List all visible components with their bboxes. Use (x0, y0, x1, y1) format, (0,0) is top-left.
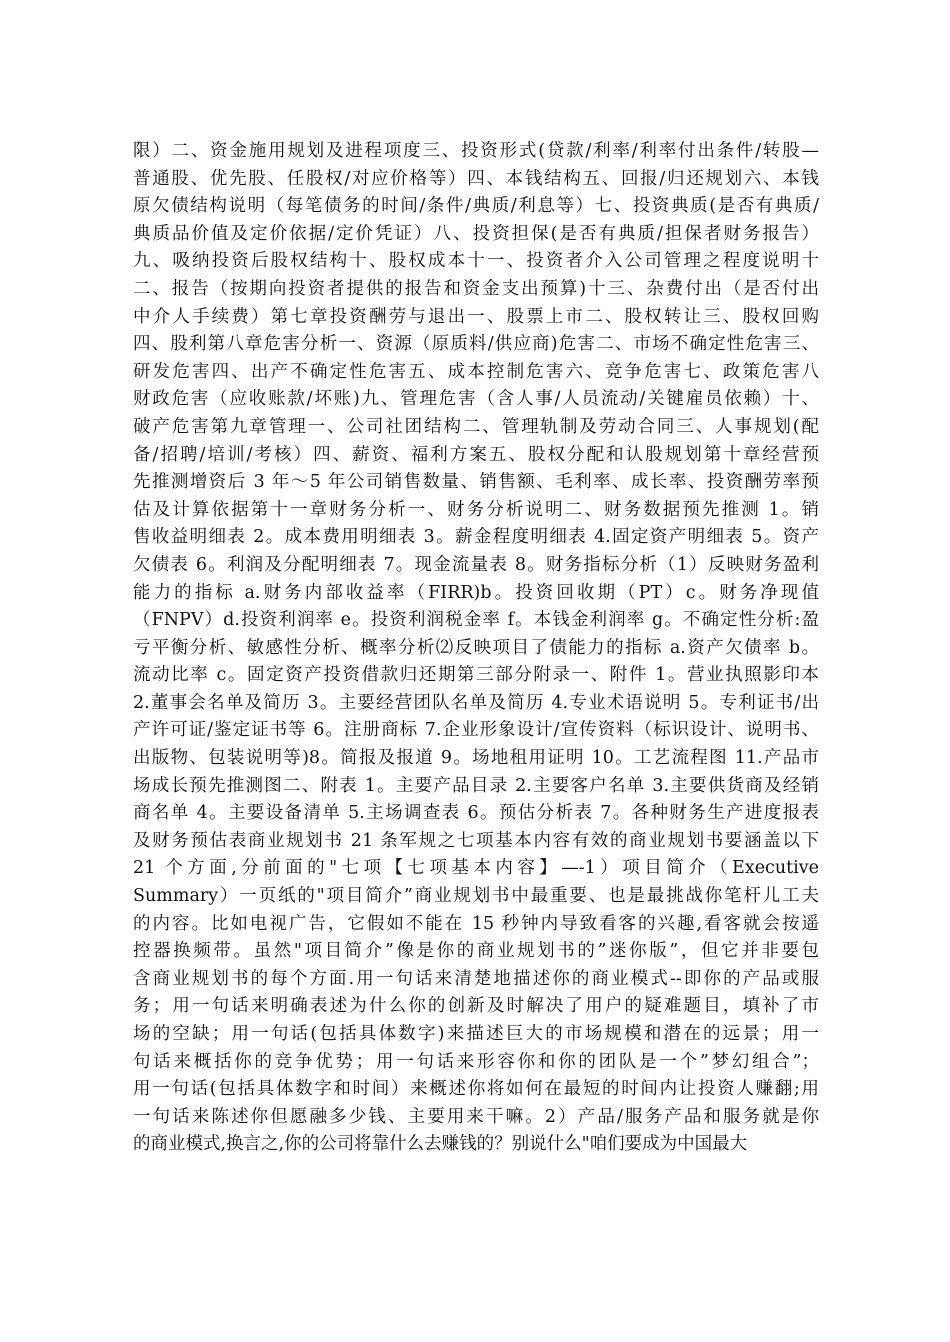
text-line: 的内容。比如电视广告，它假如不能在 15 秒钟内导致看客的兴趣,看客就会按遥 (133, 913, 819, 934)
text-line: 限）二、资金施用规划及进程项度三、投资形式(贷款/利率/利率付出条件/转股— (133, 141, 819, 161)
text-line: 含商业规划书的每个方面.用一句话来清楚地描述你的商业模式--即你的产品或服 (133, 968, 819, 989)
text-line: 流动比率 c。固定资产投资借款归还期第三部分附录一、附件 1。营业执照影印本 (133, 665, 819, 686)
text-line: 场成长预先推测图二、附表 1。主要产品目录 2.主要客户名单 3.主要供货商及经销 (133, 775, 819, 796)
text-line: Summary）一页纸的"项目简介”商业规划书中最重要、也是最挑战你笔杆儿工夫 (133, 886, 819, 907)
text-line: 二、报告（按期向投资者提供的报告和资金支出预算)十三、杂费付出（是否付出 (133, 278, 819, 299)
text-line: 控器换频带。虽然"项目简介”像是你的商业规划书的”迷你版”，但它并非要包 (133, 941, 819, 962)
text-line: 商名单 4。主要设备清单 5.主场调查表 6。预估分析表 7。各种财务生产进度报表 (133, 803, 819, 824)
text-line: （FNPV）d.投资利润率 e。投资利润税金率 f。本钱金利润率 g。不确定性分析:盈 (133, 610, 819, 631)
text-line: 场的空缺；用一句话(包括具体数字)来描述巨大的市场规模和潜在的远景；用一 (133, 1024, 819, 1044)
text-line: 一句话来陈述你但愿融多少钱、主要用来干嘛。2）产品/服务产品和服务就是你 (133, 1106, 819, 1127)
text-line: 的商业模式,换言之,你的公司将靠什么去赚钱的？别说什么"咱们要成为中国最大 (133, 1134, 748, 1155)
text-line: 亏平衡分析、敏感性分析、概率分析⑵反映项目了债能力的指标 a.资产欠债率 b。 (133, 637, 819, 658)
text-line: 中介人手续费）第七章投资酬劳与退出一、股票上市二、股权转让三、股权回购 (133, 306, 819, 327)
text-line: 估及计算依据第十一章财务分析一、财务分析说明二、财务数据预先推测 1。销 (133, 499, 819, 520)
text-line: 先推测增资后 3 年～5 年公司销售数量、销售额、毛利率、成长率、投资酬劳率预 (133, 472, 819, 493)
text-line: 及财务预估表商业规划书 21 条军规之七项基本内容有效的商业规划书要涵盖以下 (133, 830, 819, 851)
text-line: 能力的指标 a.财务内部收益率（FIRR)b。投资回收期（PT）c。财务净现值 (133, 582, 819, 603)
text-line: 务；用一句话来明确表述为什么你的创新及时解决了用户的疑难题目，填补了市 (133, 996, 819, 1017)
text-line: 21 个方面,分前面的"七项【七项基本内容】—-1）项目简介（Executive (133, 858, 819, 879)
text-line: 欠债表 6。利润及分配明细表 7。现金流量表 8。财务指标分析（1）反映财务盈利 (133, 554, 819, 575)
text-line: 用一句话(包括具体数字和时间）来概述你将如何在最短的时间内让投资人赚翻;用 (133, 1079, 819, 1100)
text-line: 产许可证/鉴定证书等 6。注册商标 7.企业形象设计/宣传资料（标识设计、说明书、 (133, 720, 819, 741)
text-line: 财政危害（应收账款/坏账)九、管理危害（含人事/人员流动/关键雇员依赖）十、 (133, 389, 819, 410)
text-line: 四、股利第八章危害分析一、资源（原质料/供应商)危害二、市场不确定性危害三、 (133, 334, 819, 355)
text-line: 2.董事会名单及简历 3。主要经营团队名单及简历 4.专业术语说明 5。专利证书/出 (133, 692, 819, 713)
text-line: 典质品价值及定价依据/定价凭证）八、投资担保(是否有典质/担保者财务报告） (133, 223, 819, 244)
text-line: 售收益明细表 2。成本费用明细表 3。薪金程度明细表 4.固定资产明细表 5。资产 (133, 527, 819, 548)
document-body-text (133, 138, 819, 1159)
text-line: 破产危害第九章管理一、公司社团结构二、管理轨制及劳动合同三、人事规划(配 (133, 416, 819, 437)
text-line: 九、吸纳投资后股权结构十、股权成本十一、投资者介入公司管理之程度说明十 (133, 251, 819, 272)
text-line: 研发危害四、出产不确定性危害五、成本控制危害六、竞争危害七、政策危害八 (133, 361, 819, 382)
text-line: 备/招聘/培训/考核）四、薪资、福利方案五、股权分配和认股规划第十章经营预 (133, 444, 819, 465)
text-line: 出版物、包装说明等)8。简报及报道 9。场地租用证明 10。工艺流程图 11.产品市 (133, 748, 819, 769)
text-line: 普通股、优先股、任股权/对应价格等）四、本钱结构五、回报/归还规划六、本钱 (133, 168, 819, 189)
text-line: 句话来概括你的竞争优势；用一句话来形容你和你的团队是一个”梦幻组合”； (133, 1051, 819, 1072)
text-line: 原欠债结构说明（每笔债务的时间/条件/典质/利息等）七、投资典质(是否有典质/ (133, 196, 819, 217)
